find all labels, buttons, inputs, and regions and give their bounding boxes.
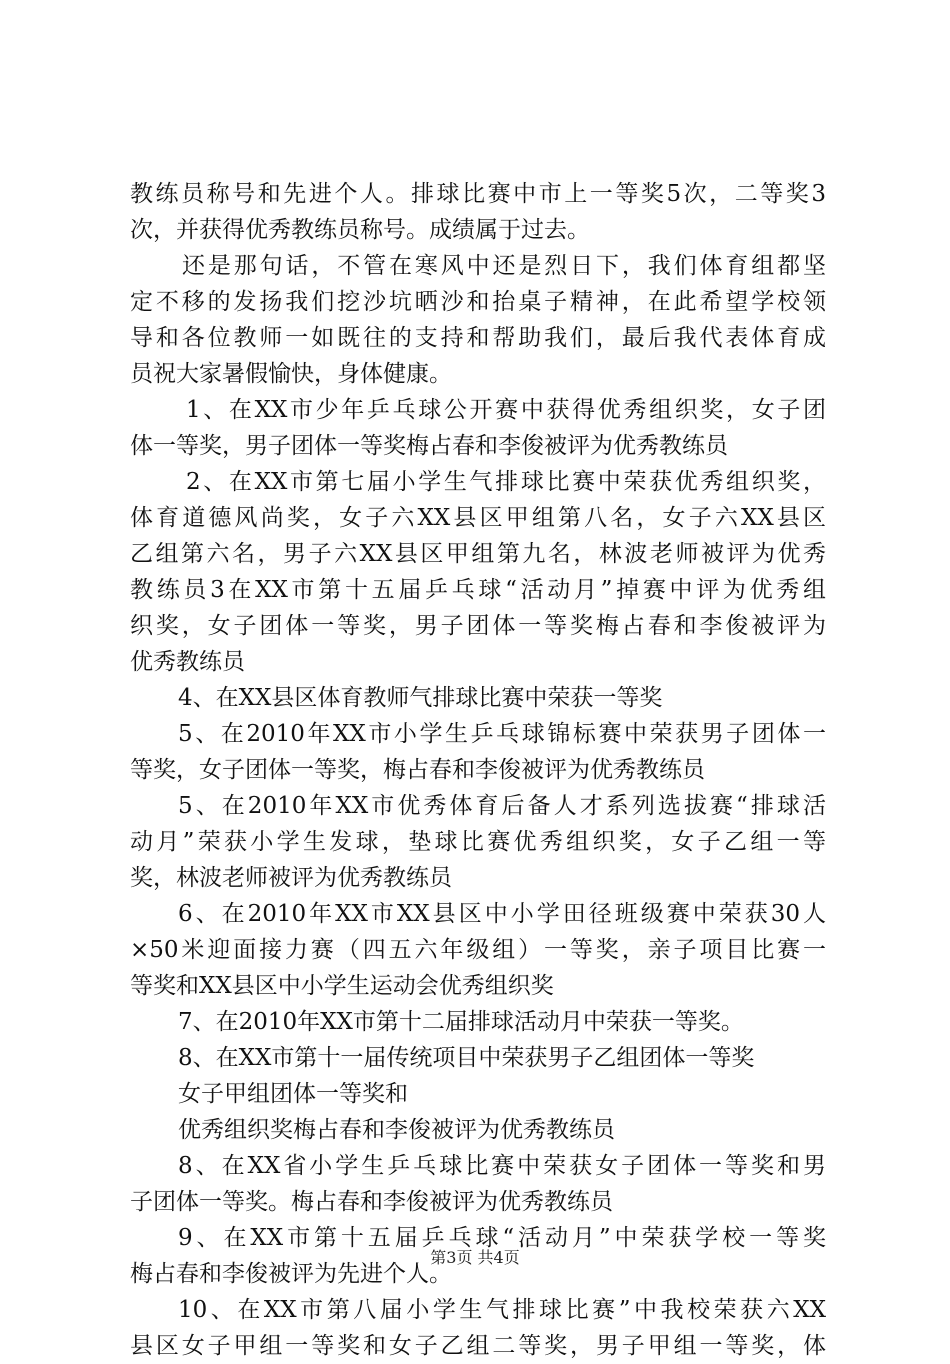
text-line: 女子甲组团体一等奖和 [178, 1081, 408, 1107]
text-line: 7、在2010年XX市第十二届排球活动月中荣获一等奖。 [178, 1009, 744, 1035]
text-line: 等奖和XX县区中小学生运动会优秀组织奖 [130, 973, 554, 999]
text-line: 6、在2010年XX市XX县区中小学田径班级赛中荣获30人 [178, 901, 826, 927]
text-line: 还是那句话，不管在寒风中还是烈日下，我们体育组都坚 [182, 253, 826, 279]
text-line: 织奖，女子团体一等奖，男子团体一等奖梅占春和李俊被评为 [130, 613, 826, 639]
text-line: 1、在XX市少年乒乓球公开赛中获得优秀组织奖，女子团 [186, 397, 826, 423]
text-line: 动月”荣获小学生发球，垫球比赛优秀组织奖，女子乙组一等 [130, 829, 826, 855]
text-line: 员祝大家暑假愉快，身体健康。 [130, 361, 452, 387]
text-line: 8、在XX市第十一届传统项目中荣获男子乙组团体一等奖 [178, 1045, 755, 1071]
text-line: 奖，林波老师被评为优秀教练员 [130, 865, 452, 891]
text-line: 导和各位教师一如既往的支持和帮助我们，最后我代表体育成 [130, 325, 826, 351]
text-line: 9、在XX市第十五届乒乓球“活动月”中荣获学校一等奖 [178, 1225, 826, 1251]
text-line: 梅占春和李俊被评为先进个人。 [130, 1261, 452, 1287]
text-line: 子团体一等奖。梅占春和李俊被评为优秀教练员 [130, 1189, 613, 1215]
text-line: 4、在XX县区体育教师气排球比赛中荣获一等奖 [178, 685, 663, 711]
text-line: 优秀组织奖梅占春和李俊被评为优秀教练员 [178, 1117, 615, 1143]
text-line: 次，并获得优秀教练员称号。成绩属于过去。 [130, 217, 590, 243]
text-line: 体育道德风尚奖，女子六XX县区甲组第八名，女子六XX县区 [130, 505, 826, 531]
text-line: 10、在XX市第八届小学生气排球比赛”中我校荣获六XX [178, 1297, 826, 1323]
text-line: 2、在XX市第七届小学生气排球比赛中荣获优秀组织奖， [186, 469, 826, 495]
text-line: 8、在XX省小学生乒乓球比赛中荣获女子团体一等奖和男 [178, 1153, 826, 1179]
text-line: 县区女子甲组一等奖和女子乙组二等奖，男子甲组一等奖，体 [130, 1333, 826, 1359]
text-line: ×50米迎面接力赛（四五六年级组）一等奖，亲子项目比赛一 [130, 937, 826, 963]
text-line: 乙组第六名，男子六XX县区甲组第九名，林波老师被评为优秀 [130, 541, 826, 567]
text-line: 教练员称号和先进个人。排球比赛中市上一等奖5次，二等奖3 [130, 181, 826, 207]
document-body [130, 176, 826, 1364]
text-line: 定不移的发扬我们挖沙坑晒沙和抬桌子精神，在此希望学校领 [130, 289, 826, 315]
text-line: 体一等奖，男子团体一等奖梅占春和李俊被评为优秀教练员 [130, 433, 728, 459]
text-line: 优秀教练员 [130, 649, 245, 675]
page-number-footer: 第3页 共4页 [430, 1248, 520, 1267]
text-line: 等奖，女子团体一等奖，梅占春和李俊被评为优秀教练员 [130, 757, 705, 783]
text-line: 5、在2010年XX市小学生乒乓球锦标赛中荣获男子团体一 [178, 721, 826, 747]
text-line: 5、在2010年XX市优秀体育后备人才系列选拔赛“排球活 [178, 793, 826, 819]
text-line: 教练员3在XX市第十五届乒乓球“活动月”掉赛中评为优秀组 [130, 577, 826, 603]
